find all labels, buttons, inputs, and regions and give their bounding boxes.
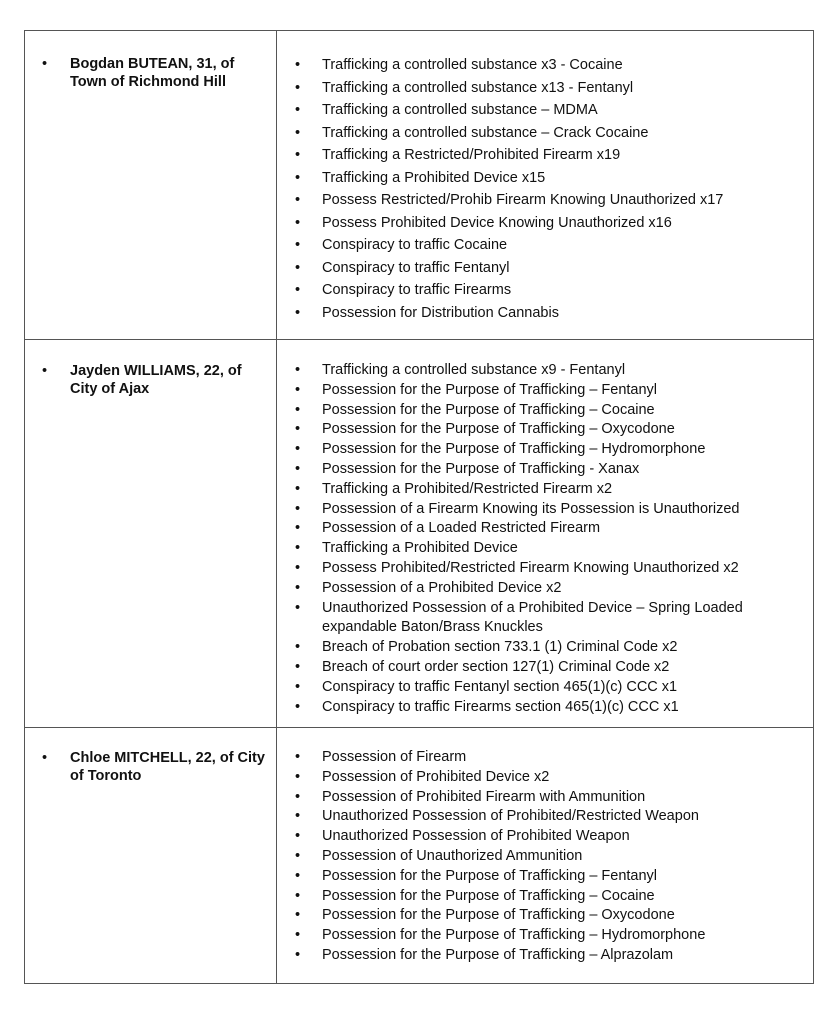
list-item: [295, 539, 813, 559]
list-item: [295, 279, 813, 302]
bullet-icon: •: [295, 381, 301, 398]
bullet-icon: •: [295, 214, 301, 231]
charge-text: Trafficking a Prohibited Device x15: [322, 169, 546, 186]
charge-text: Possession for the Purpose of Trafficking – Fentanyl: [322, 867, 658, 884]
bullet-icon: •: [295, 401, 301, 418]
bullet-icon: •: [295, 282, 301, 298]
charge-text: Unauthorized Possession of Prohibited Weapon: [322, 828, 630, 845]
bullet-icon: •: [295, 639, 301, 656]
charge-text: Trafficking a Prohibited/Restricted Firearm x2: [322, 480, 613, 497]
list-item: [295, 768, 813, 788]
table-row: [25, 340, 814, 728]
charge-text: Conspiracy to traffic Fentanyl: [322, 259, 510, 276]
charge-text: Possession of a Firearm Knowing its Possession is Unauthorized: [322, 500, 740, 517]
bullet-icon: •: [295, 259, 301, 276]
list-item: [295, 401, 813, 421]
list-item: [295, 234, 813, 257]
bullet-icon: •: [295, 147, 301, 163]
bullet-icon: •: [295, 579, 301, 596]
bullet-icon: •: [295, 102, 301, 118]
charge-text: Possession for the Purpose of Trafficking – Oxycodone: [322, 907, 675, 924]
list-item: [295, 638, 813, 658]
list-item: [295, 807, 813, 827]
list-item: [295, 748, 813, 768]
charge-list: [277, 340, 813, 717]
charge-text: Possession for Distribution Cannabis: [322, 304, 559, 321]
charge-text: Conspiracy to traffic Firearms: [322, 282, 512, 298]
list-item: [295, 847, 813, 867]
charge-text: Possession for the Purpose of Trafficking – Alprazolam: [322, 946, 674, 963]
list-item: [295, 559, 813, 579]
table-row: [25, 31, 814, 340]
charge-text: Trafficking a Prohibited Device: [322, 540, 518, 557]
charge-text: Possession of Prohibited Device x2: [322, 768, 550, 785]
charge-text: Trafficking a controlled substance x3 - Cocaine: [322, 57, 623, 73]
charge-text: Conspiracy to traffic Fentanyl section 465(1)(c) CCC x1: [322, 678, 678, 695]
list-item: [295, 579, 813, 599]
bullet-icon: •: [295, 480, 301, 497]
charge-text: Possession of Unauthorized Ammunition: [322, 847, 583, 864]
bullet-icon: •: [295, 788, 301, 805]
bullet-icon: •: [295, 867, 301, 884]
charge-text: Possession for the Purpose of Trafficking – Hydromorphone: [322, 441, 706, 458]
bullet-icon: •: [295, 887, 301, 904]
list-item: [295, 678, 813, 698]
charge-text: Trafficking a controlled substance x9 - Fentanyl: [322, 362, 626, 378]
bullet-icon: •: [42, 363, 48, 379]
charge-text: Unauthorized Possession of a Prohibited Device – Spring Loaded expandable Baton/Brass Knuckles: [322, 599, 743, 636]
charge-text: Possession for the Purpose of Trafficking – Oxycodone: [322, 421, 675, 438]
bullet-icon: •: [295, 304, 301, 321]
bullet-icon: •: [295, 907, 301, 924]
bullet-icon: •: [295, 559, 301, 576]
charges-cell: [277, 31, 814, 340]
charge-list: [277, 728, 813, 966]
bullet-icon: •: [295, 500, 301, 517]
bullet-icon: •: [295, 421, 301, 438]
bullet-icon: •: [295, 678, 301, 695]
charge-text: Possession of Firearm: [322, 749, 467, 765]
charge-list: [277, 31, 813, 324]
list-item: [295, 77, 813, 100]
list-item: [295, 302, 813, 325]
charge-text: Trafficking a controlled substance x13 - Fentanyl: [322, 79, 634, 96]
accused-cell: [25, 340, 277, 728]
list-item: [295, 887, 813, 907]
list-item: [295, 212, 813, 235]
list-item: [295, 788, 813, 808]
charge-text: Breach of Probation section 733.1 (1) Criminal Code x2: [322, 639, 678, 656]
charge-text: Unauthorized Possession of Prohibited/Restricted Weapon: [322, 808, 699, 825]
list-item: [295, 946, 813, 966]
bullet-icon: •: [295, 520, 301, 537]
bullet-icon: •: [295, 946, 301, 963]
bullet-icon: •: [295, 362, 301, 378]
list-item: [295, 122, 813, 145]
charges-table: [24, 30, 814, 984]
accused-name: Chloe MITCHELL, 22, of City of Toronto: [70, 750, 265, 784]
list-item: [295, 926, 813, 946]
charge-text: Possess Prohibited/Restricted Firearm Knowing Unauthorized x2: [322, 559, 739, 576]
bullet-icon: •: [295, 927, 301, 944]
accused-name: Bogdan BUTEAN, 31, of Town of Richmond Hill: [70, 56, 235, 90]
list-item: [295, 361, 813, 381]
charge-text: Possession of a Loaded Restricted Firearm: [322, 520, 601, 537]
charge-text: Trafficking a Restricted/Prohibited Firearm x19: [322, 147, 621, 163]
list-item: [295, 99, 813, 122]
list-item: [295, 599, 813, 639]
bullet-icon: •: [295, 79, 301, 96]
bullet-icon: •: [295, 808, 301, 825]
bullet-icon: •: [295, 828, 301, 845]
list-item: [295, 906, 813, 926]
bullet-icon: •: [295, 847, 301, 864]
list-item: [295, 519, 813, 539]
charge-text: Possess Restricted/Prohib Firearm Knowing Unauthorized x17: [322, 192, 724, 208]
charge-text: Conspiracy to traffic Cocaine: [322, 237, 508, 253]
bullet-icon: •: [295, 768, 301, 785]
list-item: [295, 460, 813, 480]
charge-text: Breach of court order section 127(1) Criminal Code x2: [322, 658, 670, 675]
bullet-icon: •: [295, 599, 301, 616]
charge-text: Possession for the Purpose of Trafficking – Hydromorphone: [322, 927, 706, 944]
bullet-icon: •: [295, 237, 301, 253]
charge-text: Possession of a Prohibited Device x2: [322, 579, 562, 596]
list-item: [295, 144, 813, 167]
list-item: [295, 440, 813, 460]
charge-text: Possession for the Purpose of Trafficking – Cocaine: [322, 401, 655, 418]
list-item: [295, 420, 813, 440]
bullet-icon: •: [295, 124, 301, 141]
charges-cell: [277, 340, 814, 728]
bullet-icon: •: [295, 441, 301, 458]
list-item: [295, 257, 813, 280]
charge-text: Trafficking a controlled substance – Crack Cocaine: [322, 124, 649, 141]
charge-text: Possess Prohibited Device Knowing Unauthorized x16: [322, 214, 672, 231]
bullet-icon: •: [42, 750, 48, 766]
bullet-icon: •: [295, 192, 301, 208]
charges-cell: [277, 728, 814, 984]
list-item: [295, 167, 813, 190]
bullet-icon: •: [295, 749, 301, 765]
list-item: [295, 480, 813, 500]
bullet-icon: •: [295, 698, 301, 715]
bullet-icon: •: [295, 540, 301, 557]
charge-text: Possession for the Purpose of Trafficking – Fentanyl: [322, 381, 658, 398]
list-item: [295, 54, 813, 77]
accused-cell: [25, 728, 277, 984]
list-item: [295, 867, 813, 887]
table-row: [25, 728, 814, 984]
charge-text: Possession for the Purpose of Trafficking - Xanax: [322, 460, 640, 477]
bullet-icon: •: [295, 57, 301, 73]
charge-text: Possession of Prohibited Firearm with Ammunition: [322, 788, 646, 805]
bullet-icon: •: [42, 56, 48, 72]
bullet-icon: •: [295, 658, 301, 675]
list-item: [295, 698, 813, 718]
list-item: [295, 500, 813, 520]
charge-text: Possession for the Purpose of Trafficking – Cocaine: [322, 887, 655, 904]
list-item: [295, 189, 813, 212]
list-item: [295, 827, 813, 847]
accused-name: Jayden WILLIAMS, 22, of City of Ajax: [70, 363, 242, 397]
list-item: [295, 381, 813, 401]
charge-text: Conspiracy to traffic Firearms section 465(1)(c) CCC x1: [322, 698, 679, 715]
charge-text: Trafficking a controlled substance – MDMA: [322, 102, 598, 118]
bullet-icon: •: [295, 460, 301, 477]
bullet-icon: •: [295, 169, 301, 186]
accused-cell: [25, 31, 277, 340]
list-item: [295, 658, 813, 678]
